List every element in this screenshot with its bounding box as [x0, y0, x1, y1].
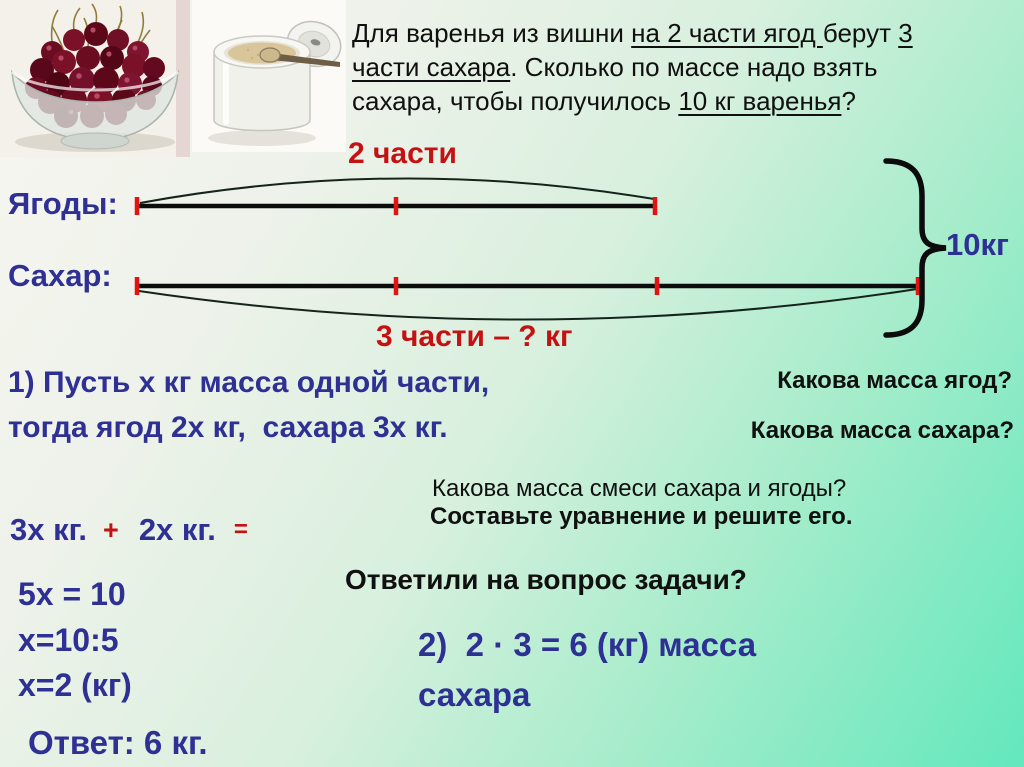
step2-line-2: сахара [418, 676, 531, 713]
problem-text: ? [841, 86, 856, 116]
problem-text: берут [822, 18, 899, 48]
berries-label: Ягоды: [8, 186, 118, 221]
total-mass-label: 10кг [946, 227, 1009, 262]
problem-text: . Сколько по массе надо взять [510, 52, 878, 82]
prompt-make-equation: Составьте уравнение и решите его. [430, 503, 853, 530]
solve-line-3: х=2 (кг) [18, 667, 132, 703]
equation-row [10, 512, 248, 548]
underlined-text: части сахара [352, 52, 511, 82]
problem-text: Для варенья из вишни [352, 18, 632, 48]
underlined-text: на 2 части ягод [631, 18, 823, 48]
step2-line-1: 2) 2 · 3 = 6 (кг) масса [418, 626, 757, 663]
equals-sign: = [233, 516, 248, 543]
sugar-arc [139, 289, 917, 320]
underlined-text: 10 кг варенья [678, 86, 842, 116]
question-answered: Ответили на вопрос задачи? [345, 564, 747, 595]
step1-line-1: 1) Пусть х кг масса одной части, [8, 366, 490, 399]
problem-text: сахара, чтобы получилось [352, 86, 679, 116]
question-berries-mass: Какова масса ягод? [777, 367, 1012, 394]
answer-text: Ответ: 6 кг. [28, 724, 208, 761]
three-parts-label: 3 части – ? кг [376, 320, 573, 353]
underlined-text: 3 [898, 18, 913, 48]
equation-term1: 3х кг. [10, 512, 88, 547]
step1-text [8, 360, 489, 450]
sugar-label: Сахар: [8, 258, 112, 293]
question-sugar-mass: Какова масса сахара? [750, 417, 1014, 444]
step2-text [418, 620, 756, 720]
two-parts-label: 2 части [348, 137, 457, 170]
solve-line-2: х=10:5 [18, 622, 119, 658]
question-mixture-mass: Какова масса смеси сахара и ягоды? [432, 475, 847, 502]
step1-line-2: тогда ягод 2х кг, сахара 3х кг. [8, 411, 448, 444]
solve-line-1: 5х = 10 [18, 576, 126, 612]
equation-term2: 2х кг. [138, 512, 216, 547]
plus-sign: + [103, 514, 119, 545]
total-brace [886, 161, 946, 335]
